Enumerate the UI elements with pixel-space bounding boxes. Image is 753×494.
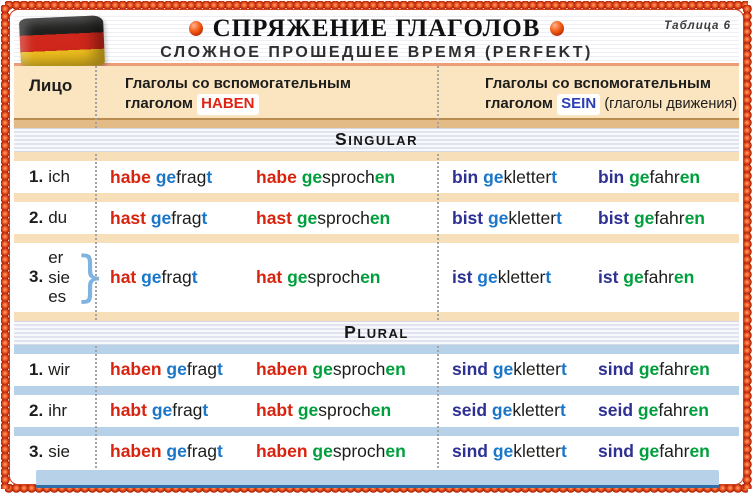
verb-segment: ge: [291, 207, 318, 228]
verb-segment: kletter: [497, 266, 546, 287]
section-band-label: PLURAL: [344, 321, 409, 342]
verb-segment: ge: [282, 266, 308, 287]
conjugation-table: [14, 118, 739, 488]
sein-group-cell: [437, 267, 739, 288]
table-row: [14, 202, 739, 234]
pronoun: er sie es: [48, 248, 70, 307]
sein-header-line1: Глаголы со вспомогательным: [485, 75, 711, 92]
verb-segment: en: [689, 441, 710, 462]
verb-segment: t: [191, 266, 198, 287]
verb-phrase: [437, 359, 583, 380]
verb-segment: en: [673, 266, 695, 287]
pronoun: ich: [48, 167, 70, 187]
verb-phrase: [241, 441, 437, 462]
verb-segment: en: [385, 441, 406, 462]
verb-segment: fahr: [649, 166, 680, 187]
beaded-border-top-icon: [5, 1, 748, 10]
verb-segment: ge: [624, 166, 650, 187]
verb-segment: sproch: [318, 400, 371, 421]
verb-segment: ge: [618, 266, 644, 287]
verb-segment: bist: [452, 207, 484, 228]
verb-segment: en: [688, 400, 709, 421]
verb-phrase: [583, 267, 739, 288]
verb-segment: kletter: [513, 359, 561, 380]
verb-segment: ge: [296, 166, 323, 187]
verb-phrase: [437, 400, 583, 421]
section-band-cap: S: [335, 129, 349, 150]
verb-phrase: [437, 267, 583, 288]
column-separator-person: [95, 66, 97, 468]
pronoun: wir: [48, 359, 70, 379]
haben-header-line2: глаголом: [125, 95, 193, 113]
verb-segment: en: [369, 207, 391, 228]
verb-segment: ist: [598, 266, 619, 287]
beaded-border-left-icon: [1, 5, 10, 489]
verb-segment: t: [559, 400, 566, 421]
verb-segment: sproch: [332, 359, 386, 380]
verb-segment: ge: [292, 400, 319, 421]
verb-segment: fahr: [659, 441, 690, 462]
section-divider: [14, 118, 739, 128]
verb-segment: t: [545, 266, 552, 287]
haben-group-cell: [95, 167, 437, 188]
table-number-label: Таблица 6: [664, 20, 731, 32]
row-divider: [14, 152, 739, 161]
verb-segment: habt: [256, 400, 293, 421]
verb-segment: kletter: [508, 207, 557, 228]
verb-segment: hast: [110, 207, 146, 228]
person-cell: [14, 167, 95, 187]
verb-phrase: [241, 400, 437, 421]
verb-segment: bin: [452, 166, 479, 187]
haben-group-cell: [95, 267, 437, 288]
verb-segment: t: [201, 207, 208, 228]
person-column-header: Лицо: [29, 76, 73, 95]
person-number: 2.: [29, 400, 44, 420]
verb-phrase: [437, 167, 583, 188]
verb-segment: ge: [161, 441, 187, 462]
sein-badge: SEIN: [557, 94, 600, 114]
verb-phrase: [583, 359, 739, 380]
verb-segment: ge: [150, 166, 177, 187]
person-number: 1.: [29, 359, 44, 379]
pronoun: du: [48, 208, 68, 228]
column-separator-groups: [437, 66, 439, 468]
haben-header-line1: Глаголы со вспомогательным: [125, 75, 351, 92]
verb-segment: hat: [110, 266, 137, 287]
verb-segment: en: [374, 166, 396, 187]
verb-segment: ge: [472, 266, 498, 287]
verb-segment: ge: [487, 359, 514, 380]
sein-group-cell: [437, 441, 739, 462]
verb-phrase: [583, 441, 739, 462]
verb-segment: fahr: [643, 266, 674, 287]
verb-phrase: [95, 267, 241, 288]
table-grid: [14, 66, 739, 488]
verb-segment: ge: [136, 266, 162, 287]
verb-segment: frag: [186, 359, 217, 380]
verb-segment: ge: [487, 400, 513, 421]
table-row: [14, 161, 739, 193]
verb-segment: ge: [307, 441, 333, 462]
person-cell: [14, 401, 95, 421]
verb-segment: ge: [629, 207, 655, 228]
verb-segment: t: [560, 359, 567, 380]
haben-group-cell: [95, 441, 437, 462]
verb-segment: ge: [633, 441, 660, 462]
card-content: [14, 13, 739, 481]
haben-group-cell: [95, 208, 437, 229]
verb-segment: habe: [256, 166, 297, 187]
verb-segment: ge: [487, 441, 514, 462]
verb-segment: habe: [110, 166, 151, 187]
verb-segment: fahr: [658, 400, 689, 421]
person-cell: [14, 245, 105, 309]
column-header-row: [14, 66, 739, 118]
verb-segment: sind: [598, 359, 634, 380]
verb-segment: seid: [452, 400, 488, 421]
section-band-cap: P: [344, 321, 358, 342]
person-cell: [14, 208, 95, 228]
haben-group-cell: [95, 400, 437, 421]
person-number: 3.: [29, 441, 44, 461]
verb-segment: hat: [256, 266, 283, 287]
page-header: [14, 13, 739, 63]
table-row: [14, 436, 739, 468]
verb-segment: t: [217, 359, 223, 380]
verb-segment: hast: [256, 207, 292, 228]
person-cell: [14, 442, 95, 462]
verb-phrase: [241, 359, 437, 380]
verb-segment: en: [385, 359, 406, 380]
verb-segment: en: [360, 266, 381, 287]
pronoun: ihr: [48, 400, 68, 420]
verb-segment: en: [689, 359, 710, 380]
verb-segment: en: [370, 400, 392, 421]
red-ball-icon: [550, 21, 564, 36]
verb-segment: t: [202, 400, 209, 421]
verb-segment: ist: [452, 266, 473, 287]
row-divider: [14, 234, 739, 243]
sein-group-cell: [437, 167, 739, 188]
row-divider: [14, 386, 739, 395]
verb-segment: haben: [110, 441, 162, 462]
section-divider: [14, 312, 739, 321]
row-divider: [14, 345, 739, 354]
beaded-border-right-icon: [743, 5, 752, 489]
section-band-label: SINGULAR: [335, 129, 418, 150]
verb-segment: ge: [483, 207, 509, 228]
verb-segment: ge: [161, 359, 187, 380]
verb-segment: fahr: [654, 207, 685, 228]
verb-segment: en: [679, 166, 701, 187]
person-number: 3.: [29, 267, 44, 287]
verb-phrase: [95, 359, 241, 380]
verb-segment: ge: [146, 400, 173, 421]
sein-header-line2: глаголом: [485, 95, 553, 113]
sein-group-cell: [437, 400, 739, 421]
verb-segment: t: [206, 166, 213, 187]
page-title: СПРЯЖЕНИЕ ГЛАГОЛОВ: [212, 15, 541, 42]
verb-segment: en: [684, 207, 706, 228]
verb-phrase: [583, 400, 739, 421]
verb-segment: ge: [307, 359, 333, 380]
verb-segment: frag: [186, 441, 217, 462]
verb-segment: seid: [598, 400, 634, 421]
verb-phrase: [583, 167, 739, 188]
verb-segment: frag: [161, 266, 192, 287]
verb-segment: sproch: [332, 441, 386, 462]
verb-phrase: [437, 208, 583, 229]
verb-segment: t: [556, 207, 562, 228]
title-row: [14, 13, 739, 41]
verb-segment: ge: [478, 166, 504, 187]
section-band: [14, 321, 739, 345]
verb-segment: kletter: [513, 441, 561, 462]
verb-phrase: [241, 167, 437, 188]
verb-segment: bist: [598, 207, 630, 228]
verb-segment: bin: [598, 166, 625, 187]
verb-phrase: [437, 441, 583, 462]
verb-segment: t: [551, 166, 558, 187]
verb-segment: fahr: [659, 359, 690, 380]
verb-segment: sproch: [317, 207, 370, 228]
verb-phrase: [95, 400, 241, 421]
verb-segment: kletter: [512, 400, 560, 421]
haben-badge: HABEN: [197, 94, 258, 114]
section-band: [14, 128, 739, 152]
person-number: 1.: [29, 167, 44, 186]
verb-segment: sproch: [307, 266, 361, 287]
verb-segment: sind: [452, 441, 488, 462]
bottom-strip: [36, 470, 719, 488]
verb-segment: ge: [145, 207, 172, 228]
table-row: [14, 243, 739, 312]
verb-segment: frag: [172, 400, 203, 421]
haben-group-cell: [95, 359, 437, 380]
verb-segment: haben: [256, 441, 308, 462]
verb-segment: ge: [633, 359, 660, 380]
verb-segment: kletter: [503, 166, 552, 187]
verb-segment: t: [560, 441, 567, 462]
table-row: [14, 395, 739, 427]
haben-column-header: [110, 66, 467, 115]
german-flag-icon: [19, 15, 105, 69]
verb-phrase: [95, 167, 241, 188]
table-row: [14, 354, 739, 386]
verb-segment: t: [217, 441, 223, 462]
verb-segment: sind: [598, 441, 634, 462]
row-divider: [14, 427, 739, 436]
verb-segment: frag: [176, 166, 207, 187]
verb-phrase: [583, 208, 739, 229]
verb-segment: haben: [256, 359, 308, 380]
verb-phrase: [95, 208, 241, 229]
verb-phrase: [95, 441, 241, 462]
verb-segment: habt: [110, 400, 147, 421]
person-cell: [14, 360, 95, 380]
verb-segment: frag: [171, 207, 202, 228]
sein-column-header: [467, 66, 739, 115]
row-divider: [14, 193, 739, 202]
sein-note: (глаголы движения): [604, 96, 738, 113]
page-subtitle: СЛОЖНОЕ ПРОШЕДШЕЕ ВРЕМЯ (PERFEKT): [160, 44, 593, 61]
verb-segment: sind: [452, 359, 488, 380]
brace-icon: }: [75, 245, 105, 309]
sein-group-cell: [437, 208, 739, 229]
person-number: 2.: [29, 208, 44, 227]
verb-segment: ge: [633, 400, 659, 421]
verb-segment: haben: [110, 359, 162, 380]
verb-phrase: [241, 267, 437, 288]
red-ball-icon: [189, 21, 203, 36]
verb-phrase: [241, 208, 437, 229]
pronoun: sie: [48, 441, 70, 461]
verb-segment: sproch: [322, 166, 375, 187]
sein-group-cell: [437, 359, 739, 380]
